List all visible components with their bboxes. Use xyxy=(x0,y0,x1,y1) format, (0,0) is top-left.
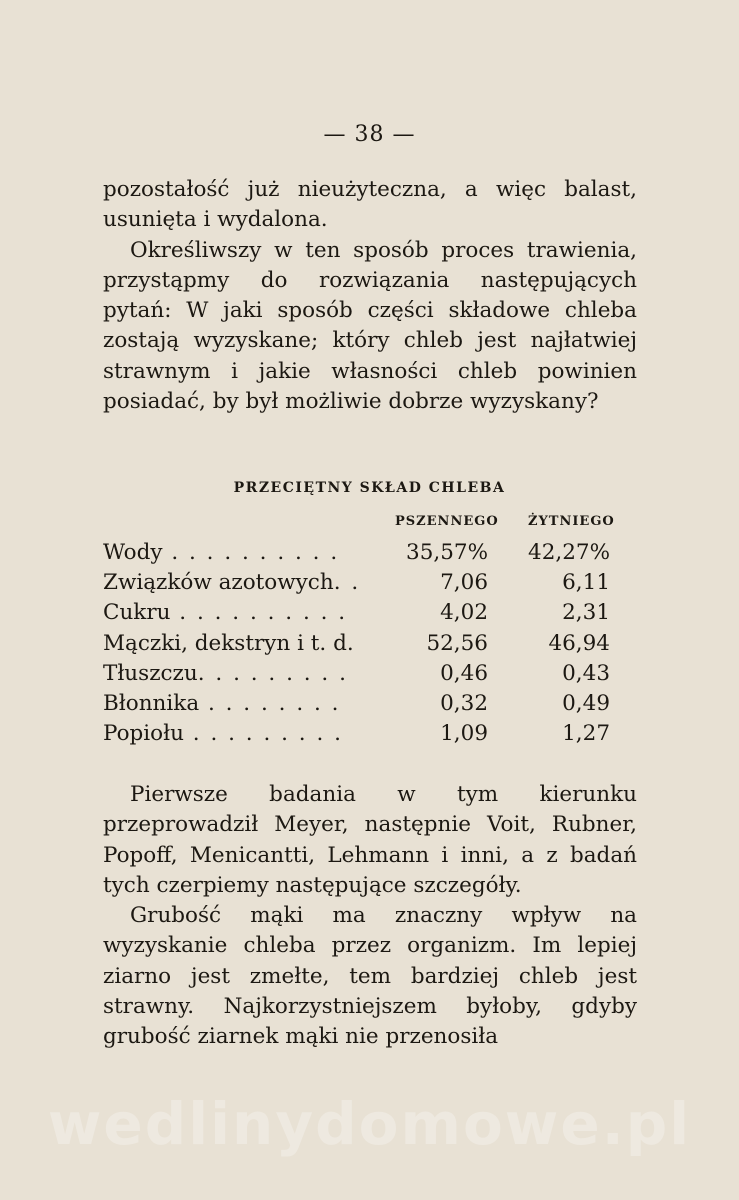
body-paragraph-1: Pierwsze badania w tym kierunku przeprowadził Meyer, następnie Voit, Rubner, Popoff, Menicantti, Lehmann i inni, a z badań tych czerpiemy następujące szczegóły. xyxy=(103,782,637,898)
row-label: Popiołu xyxy=(103,721,184,747)
row-label: Cukru xyxy=(103,600,171,626)
row-leader: . . xyxy=(333,570,361,596)
table-row xyxy=(103,629,637,659)
value-zytni: 0,43 xyxy=(562,660,610,686)
value-pszenny: 0,32 xyxy=(440,690,488,716)
row-label: Mączki, dekstryn i t. d. xyxy=(103,630,354,656)
row-leader: . . . . . . . . xyxy=(199,690,341,716)
intro-paragraph-2: Określiwszy w ten sposób proces trawienia, przystąpmy do rozwiązania następujących pytań: W jaki sposób części składowe chleba zostają wyzyskane; który chleb jest najłatwiej strawnym i jakie własności chleb powinien posiadać, by był możliwie dobrze wyzyskany? xyxy=(103,237,637,415)
row-leader: . . . . . . . . . . xyxy=(162,540,340,565)
value-zytni: 6,11 xyxy=(562,570,610,596)
page-number: — 38 — xyxy=(323,122,416,147)
table-row xyxy=(103,719,637,749)
watermark: wedlinydomowe.pl xyxy=(47,1090,692,1158)
value-pszenny: 4,02 xyxy=(440,600,488,626)
row-leader: . . . . . . . . . . xyxy=(170,600,348,626)
value-pszenny: 0,46 xyxy=(440,660,488,686)
row-leader: . . . . . . . . . xyxy=(197,660,348,686)
table-row xyxy=(103,538,637,568)
row-label: Błonnika xyxy=(103,690,200,716)
value-pszenny: 7,06 xyxy=(440,570,488,596)
column-header-zytni: ŻYTNIEGO xyxy=(528,514,615,529)
intro-text xyxy=(103,175,637,417)
composition-table xyxy=(103,538,637,749)
value-zytni: 42,27% xyxy=(528,540,610,565)
row-label: Wody xyxy=(103,540,163,565)
row-leader: . . . . . . . . . xyxy=(183,721,343,747)
body-text xyxy=(103,780,637,1053)
table-row xyxy=(103,568,637,598)
value-pszenny: 35,57% xyxy=(406,540,488,565)
body-paragraph-2: Grubość mąki ma znaczny wpływ na wyzyskanie chleba przez organizm. Im lepiej ziarno jest zmełte, tem bardziej chleb jest strawny. Najkorzystniejszem byłoby, gdyby grubość ziarnek mąki nie przenosiła xyxy=(103,903,637,1050)
table-title: PRZECIĘTNY SKŁAD CHLEBA xyxy=(233,480,506,496)
row-label: Związków azotowych xyxy=(103,570,334,596)
row-label: Tłuszczu xyxy=(103,660,198,686)
intro-paragraph-1: pozostałość już nieużyteczna, a więc balast, usunięta i wydalona. xyxy=(103,177,637,233)
value-zytni: 2,31 xyxy=(562,600,610,626)
column-header-pszenny: PSZENNEGO xyxy=(395,514,499,529)
value-zytni: 0,49 xyxy=(562,690,610,716)
value-pszenny: 52,56 xyxy=(426,630,488,656)
table-row xyxy=(103,689,637,719)
table-row xyxy=(103,598,637,628)
table-row xyxy=(103,659,637,689)
value-zytni: 46,94 xyxy=(548,630,610,656)
value-zytni: 1,27 xyxy=(562,721,610,747)
value-pszenny: 1,09 xyxy=(440,721,488,747)
